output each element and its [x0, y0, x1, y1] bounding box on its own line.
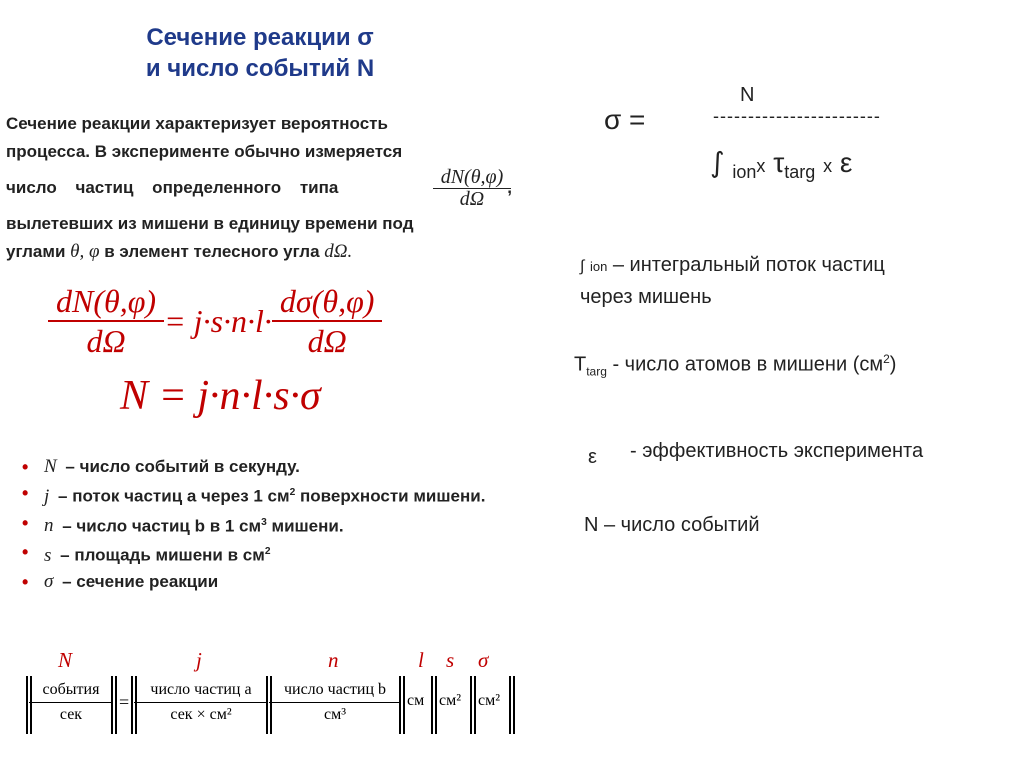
bullet-dot: • — [22, 483, 29, 503]
def-events: N – число событий — [584, 514, 760, 536]
unit-bar — [399, 676, 401, 734]
intro-angles: θ, φ — [70, 241, 100, 262]
intro-line-5-a: углами — [6, 242, 66, 261]
def-targ-sub: targ — [586, 364, 607, 379]
bullet-dot: • — [22, 512, 29, 533]
title-line-1: Сечение реакции σ — [146, 24, 374, 51]
unit-symbol-l: l — [418, 648, 424, 672]
unit-box-flux — [138, 678, 264, 727]
slide-title — [60, 22, 460, 84]
bullet-tail: мишени. — [266, 516, 344, 536]
unit-symbol-N: N — [58, 648, 73, 672]
bullet-symbol: n — [44, 515, 54, 537]
unit-bar — [431, 676, 433, 734]
sigma-den-tau: τ — [773, 147, 785, 178]
unit-symbol-j: j — [196, 648, 202, 672]
unit-bar — [474, 676, 476, 734]
formula1-rhs-den: dΩ — [272, 320, 383, 360]
list-item — [22, 569, 522, 595]
def-targ-sup: 2 — [883, 352, 890, 366]
sigma-numerator: N — [740, 84, 755, 106]
intro-domega: dΩ. — [324, 241, 353, 262]
bullet-symbol: N — [44, 456, 57, 477]
sigma-den-targ: targ — [784, 162, 816, 182]
bullet-dot: • — [22, 542, 29, 563]
sigma-fraction-bar: ------------------------ — [713, 106, 881, 126]
unit-symbol-s: s — [446, 648, 455, 672]
def-flux-int: ∫ — [580, 258, 585, 275]
def-flux-sub: ion — [589, 259, 608, 274]
bullet-symbol: s — [44, 544, 52, 566]
def-flux — [580, 250, 885, 312]
list-item — [22, 539, 522, 569]
bullet-sup: 2 — [264, 546, 271, 558]
unit-events-den: сек — [29, 702, 113, 727]
bullet-symbol: j — [44, 485, 50, 507]
unit-flux-num: число частиц a — [150, 681, 252, 698]
intro-line-3 — [6, 166, 518, 210]
inline-frac-comma: , — [507, 177, 512, 197]
def-targ — [574, 352, 896, 379]
unit-box-cm2-b: см² — [478, 692, 501, 709]
intro-line-5 — [6, 238, 518, 266]
bullet-dot: • — [22, 457, 29, 477]
formula1-mid: = j·s·n·l· — [164, 302, 272, 339]
def-eps-text: - эффективность эксперимента — [630, 440, 924, 462]
bullet-text: – число частиц b в 1 см — [62, 516, 262, 536]
unit-symbol-sigma: σ — [478, 648, 489, 672]
unit-bar — [470, 676, 472, 734]
sigma-lhs: σ = — [604, 104, 646, 135]
unit-box-cm2-a: см² — [439, 692, 462, 709]
unit-events-num: события — [42, 681, 100, 698]
bullet-tail: поверхности мишени. — [295, 486, 486, 506]
intro-line-5-b: в элемент телесного угла — [104, 242, 320, 261]
unit-bar — [403, 676, 405, 734]
formula1-lhs-den: dΩ — [48, 320, 164, 360]
sigma-den-x2: x — [823, 156, 833, 176]
intro-line-2: процесса. В эксперименте обычно измеряется — [6, 142, 403, 161]
unit-box-cm: см — [407, 692, 425, 709]
bullet-sup: 2 — [289, 487, 296, 498]
formula-differential — [52, 282, 378, 360]
bullet-sup: 3 — [261, 516, 267, 528]
sigma-den-ion: ion — [732, 162, 757, 182]
title-line-2: и число событий N — [145, 55, 375, 82]
list-item — [22, 480, 522, 510]
unit-symbol-n: n — [328, 648, 339, 672]
list-item — [22, 454, 522, 480]
def-targ-text: - число атомов в мишени (см — [612, 353, 884, 376]
unit-bar — [131, 676, 133, 734]
sigma-den-eps: ε — [839, 147, 853, 178]
bullet-text: – сечение реакции — [62, 571, 219, 591]
formula-events: N = j·n·l·s·σ — [120, 373, 321, 419]
unit-bar — [509, 676, 511, 734]
inline-frac-den: dΩ — [433, 188, 512, 210]
definitions-list — [22, 454, 522, 595]
formula1-rhs-num: dσ(θ,φ) — [279, 283, 375, 319]
def-flux-line2: через мишень — [580, 286, 712, 308]
formula1-lhs-num: dN(θ,φ) — [56, 283, 157, 319]
list-item — [22, 510, 522, 540]
unit-box-density — [273, 678, 397, 727]
unit-bar — [435, 676, 437, 734]
intro-line-1: Сечение реакции характеризует вероятность — [6, 114, 388, 133]
unit-bar — [266, 676, 268, 734]
unit-bar — [513, 676, 515, 734]
unit-flux-den: сек × см² — [134, 702, 268, 727]
def-targ-close: ) — [889, 353, 897, 376]
bullet-text: – площадь мишени в см — [60, 545, 265, 565]
unit-equals: = — [119, 692, 130, 712]
intro-inline-fraction — [437, 167, 512, 210]
unit-bar — [111, 676, 113, 734]
def-eps-sym: ε — [588, 446, 597, 468]
sigma-denominator — [710, 146, 852, 183]
bullet-text: – поток частиц a через 1 см — [58, 486, 290, 506]
unit-bar — [26, 676, 28, 734]
def-targ-sym: T — [574, 353, 587, 376]
intro-line-3-text: число частиц определенного типа — [6, 178, 339, 197]
def-flux-text: – интегральный поток частиц — [612, 254, 885, 276]
intro-line-4: вылетевших из мишени в единицу времени под — [6, 214, 414, 233]
sigma-den-integral: ∫ — [710, 146, 725, 179]
bullet-symbol: σ — [44, 570, 54, 592]
unit-bar — [115, 676, 117, 734]
inline-frac-num: dN(θ,φ) — [440, 165, 504, 188]
bullet-text: – число событий в секунду. — [65, 457, 300, 476]
unit-density-den: см³ — [269, 702, 401, 727]
unit-density-num: число частиц b — [283, 681, 387, 698]
bullet-dot: • — [22, 571, 29, 592]
sigma-den-x1: x — [756, 156, 766, 176]
intro-paragraph — [6, 110, 518, 266]
unit-box-events — [33, 678, 109, 727]
